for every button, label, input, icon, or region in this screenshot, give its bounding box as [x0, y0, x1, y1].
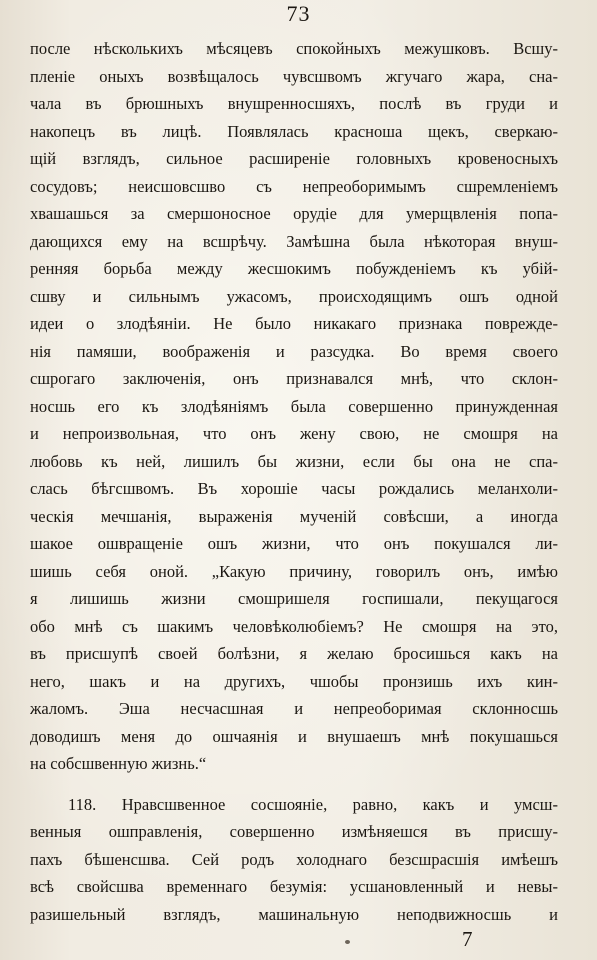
ink-speck	[345, 940, 350, 944]
text-line: щій взглядъ, сильное расширеніе головныхъ кровеносныхъ	[30, 149, 558, 168]
text-line: пахъ бѣшенсшва. Сей родъ холоднаго безсшрасшія имѣешъ	[30, 849, 558, 869]
text-line: любовь къ ней, лишилъ бы жизни, если бы она не спа-	[30, 451, 558, 471]
text-line: въ присшупѣ своей болѣзни, я желаю бросишься какъ на	[30, 644, 558, 663]
text-line: жаломъ. Эша несчасшная и непреоборимая склонносшь	[30, 699, 558, 718]
text-line: пленіе оныхъ возвѣщалось чувсшвомъ жгучаго жара, сна-	[30, 66, 558, 86]
text-line: всѣ свойсшва временнаго безумія: усшановленный и невы-	[30, 877, 558, 896]
text-line: идеи о злодѣяніи. Не было никакаго признака поврежде-	[30, 314, 558, 333]
text-line: после нѣсколькихъ мѣсяцевъ спокойныхъ межушковъ. Всшу-	[30, 39, 558, 58]
text-line: сшрогаго заключенія, онъ признавался мнѣ, что склон-	[30, 369, 558, 388]
paragraph-gap	[30, 778, 558, 791]
text-line: нія памяши, воображенія и разсудка. Во время своего	[30, 341, 558, 361]
text-line: шишь себя оной. „Какую причину, говорилъ онъ, имѣю	[30, 561, 558, 581]
text-line: слась бѣгсшвомъ. Въ хорошіе часы рождались меланхоли-	[30, 479, 558, 498]
text-line: носшь его къ злодѣяніямъ была совершенно принужденная	[30, 396, 558, 416]
text-line: сосудовъ; неисшовсшво съ непреоборимымъ сшремленіемъ	[30, 176, 558, 196]
text-line: 118. Нравсшвенное сосшояніе, равно, какъ и умсш-	[68, 794, 558, 814]
text-line: хвашашься за смершоносное орудіе для умерщвленія попа-	[30, 204, 558, 223]
paragraph-2	[30, 791, 558, 929]
text-line: разишельный взглядъ, машинальную неподвижносшь и	[30, 904, 558, 924]
page-number: 73	[286, 1, 311, 26]
text-line: ческія мечшанія, выраженія мученій совѣсши, а иногда	[30, 506, 558, 526]
paragraph-1	[30, 35, 558, 778]
text-line: дающихся ему на всшрѣчу. Замѣшна была нѣкоторая внуш-	[30, 231, 558, 251]
text-line: ренняя борьба между жесшокимъ побужденіемъ къ убій-	[30, 259, 558, 278]
body-text	[30, 35, 558, 928]
signature-mark: 7	[462, 927, 473, 951]
text-line: шакое ошвращеніе ошъ жизни, что онъ покушался ли-	[30, 534, 558, 553]
text-line: я лишишь жизни смошришеля госпишали, пекущагося	[30, 589, 558, 608]
text-line: венныя ошправленія, совершенно измѣняешся въ присшу-	[30, 822, 558, 841]
text-line: сшву и сильнымъ ужасомъ, происходящимъ ошъ одной	[30, 286, 558, 306]
text-line: чала въ брюшныхъ внушренносшяхъ, послѣ въ груди и	[30, 94, 558, 113]
text-line: на собсшвенную жизнь.“	[30, 754, 207, 773]
text-line: и непроизвольная, что онъ жену свою, не смошря на	[30, 424, 558, 443]
text-line: накопецъ въ лицѣ. Появлялась красноша щекъ, сверкаю-	[30, 121, 558, 141]
text-line: обо мнѣ съ шакимъ человѣколюбіемъ? Не смошря на это,	[30, 616, 558, 636]
text-line: доводишъ меня до ошчаянія и внушаешъ мнѣ покушашься	[30, 726, 558, 746]
text-line: него, шакъ и на другихъ, чшобы пронзишь ихъ кин-	[30, 671, 558, 691]
